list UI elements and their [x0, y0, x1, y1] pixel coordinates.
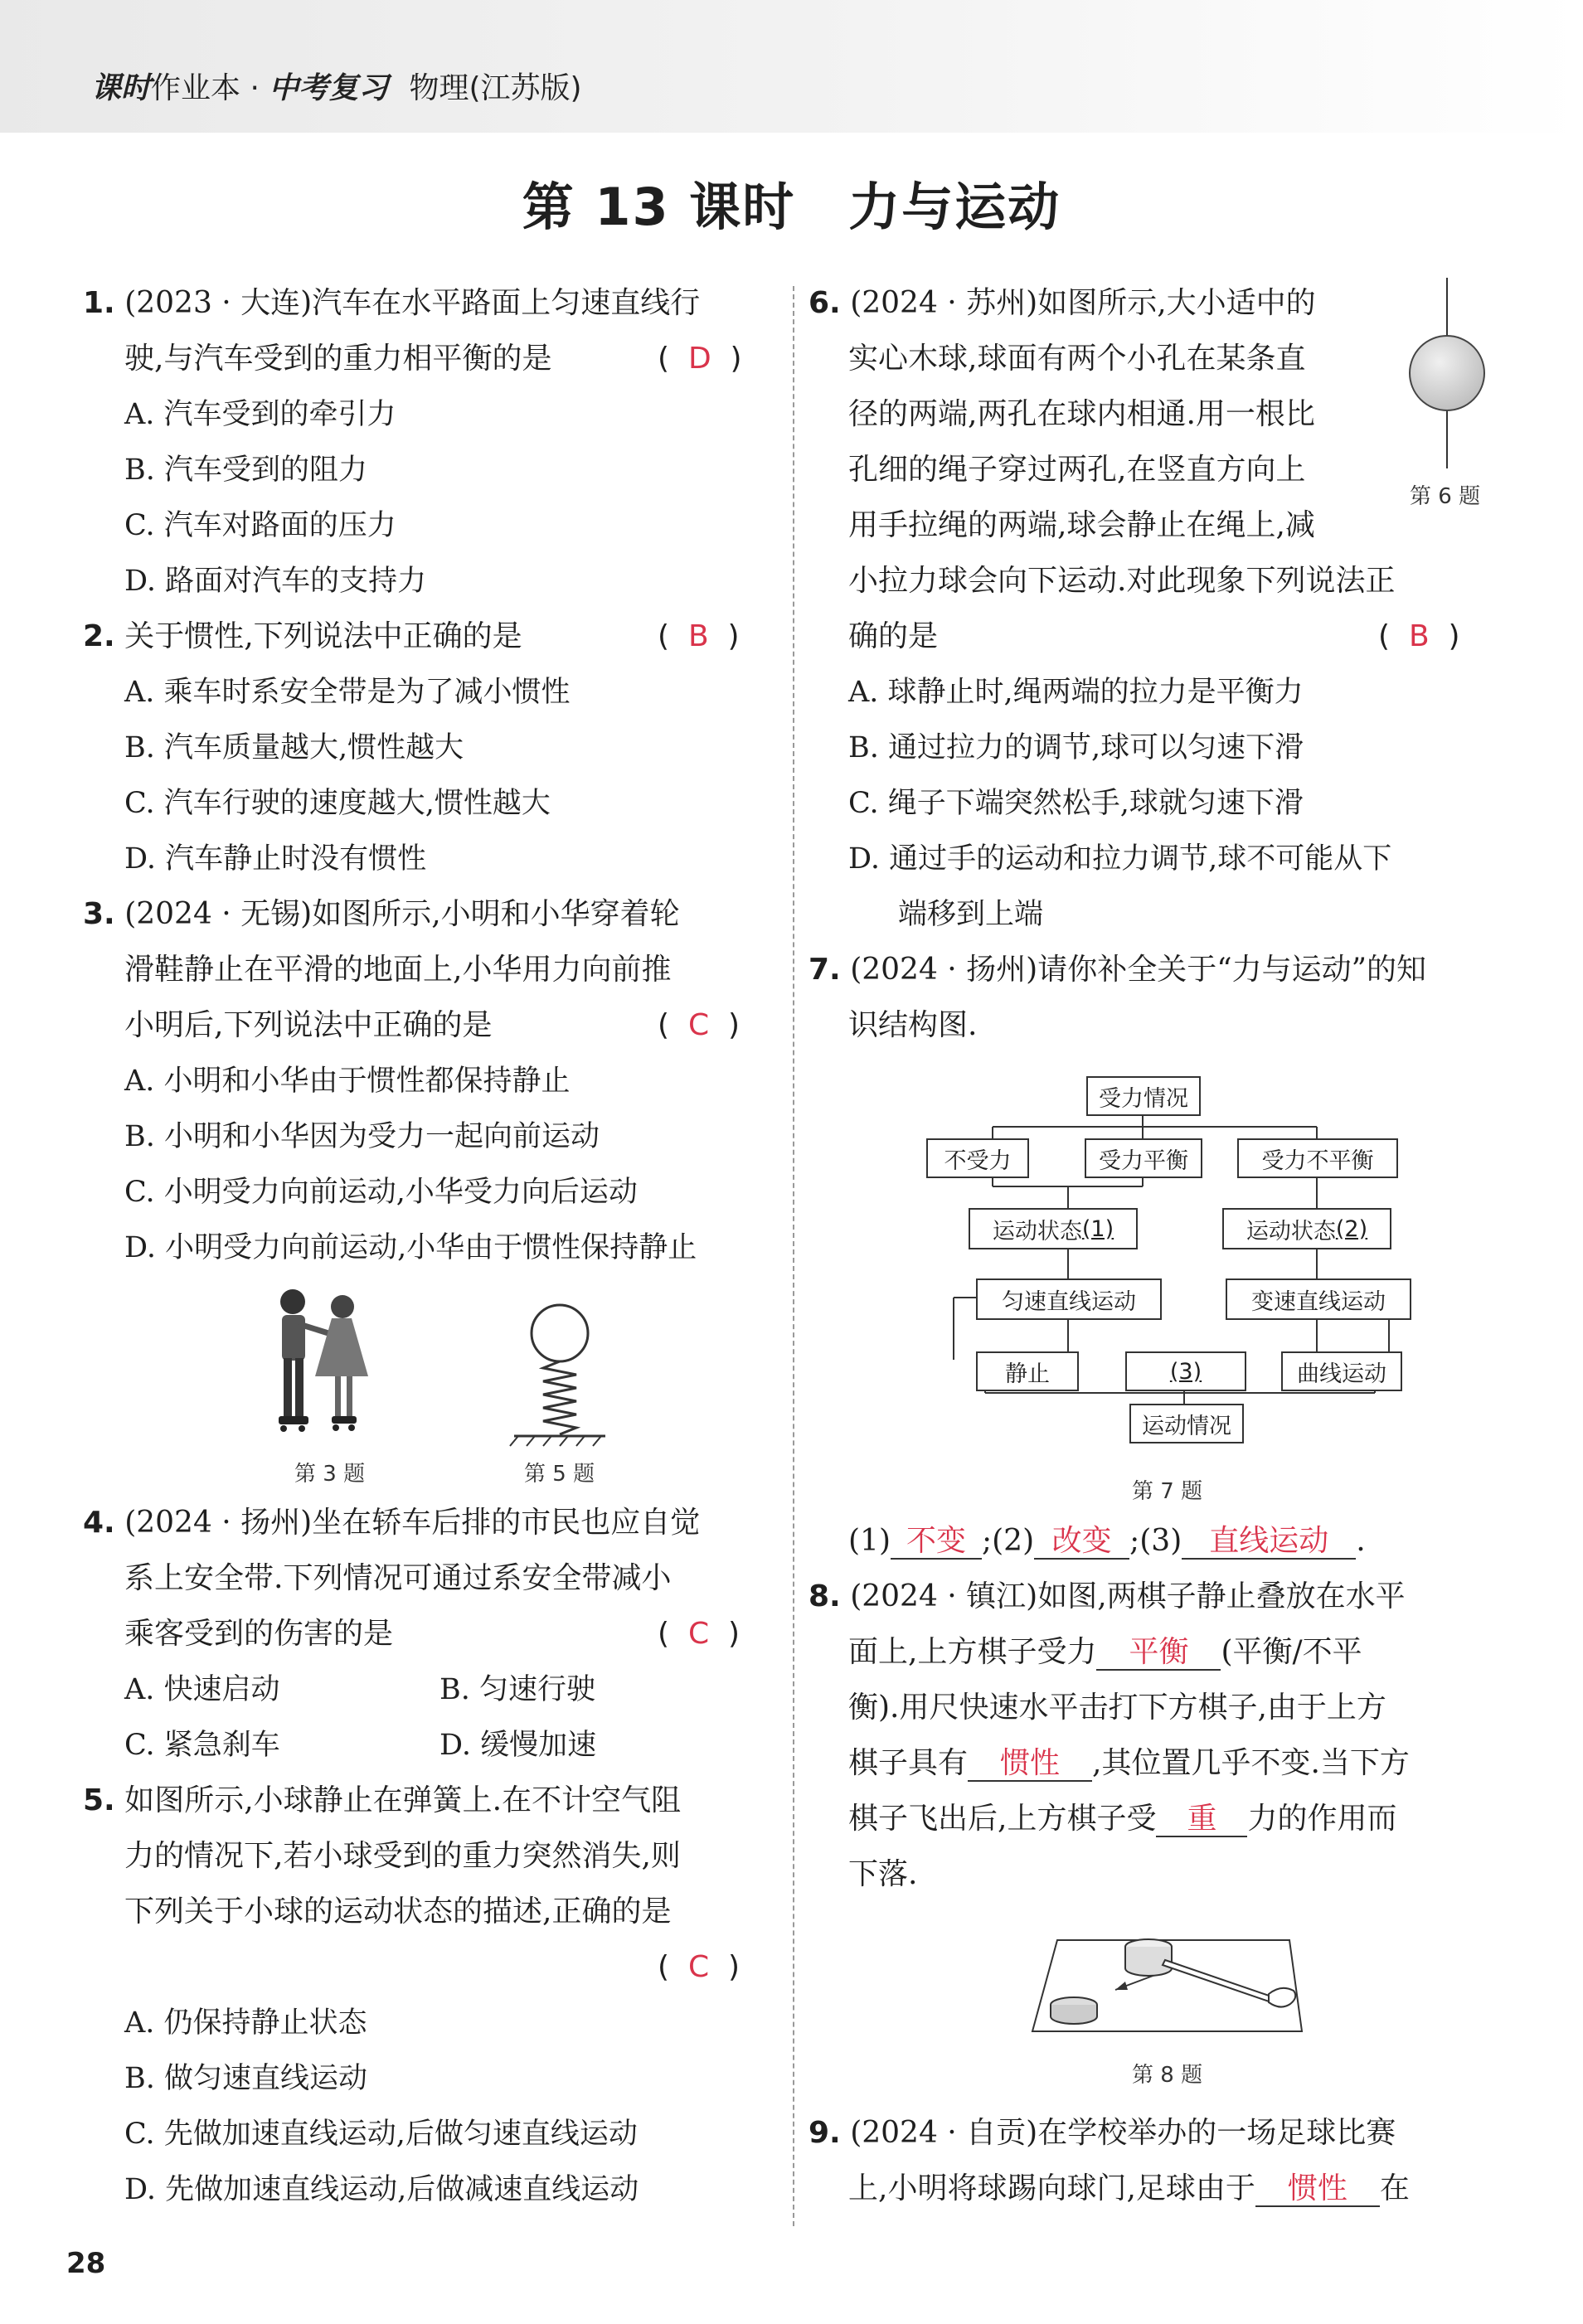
q1-line2: 驶,与汽车受到的重力相平衡的是	[124, 342, 552, 376]
q6-option-d: D. 通过手的运动和拉力调节,球不可能从下	[848, 842, 1392, 876]
q5-option-a: A. 仍保持静止状态	[124, 2006, 367, 2040]
q5-line2: 力的情况下,若小球受到的重力突然消失,则	[124, 1839, 681, 1873]
q2-line1: 2. 关于惯性,下列说法中正确的是	[83, 619, 522, 653]
q6-line4: 孔细的绳子穿过两孔,在竖直方向上	[848, 453, 1306, 487]
q5-line1: 5. 如图所示,小球静止在弹簧上.在不计空气阻	[83, 1783, 682, 1817]
q4-option-b: B. 匀速行驶	[439, 1673, 595, 1706]
q7-line1: 7. (2024 · 扬州)请你补全关于“力与运动”的知	[808, 953, 1427, 987]
q1-option-d: D. 路面对汽车的支持力	[124, 565, 427, 598]
q9-line2: 上,小明将球踢向球门,足球由于 惯性 在	[848, 2171, 1410, 2205]
q2-option-d: D. 汽车静止时没有惯性	[124, 842, 427, 876]
q6-line7: 确的是	[848, 619, 939, 653]
book-header: 课时作业本 · 中考复习 物理(江苏版)	[91, 71, 582, 105]
q8-line4: 棋子具有 惯性 ,其位置几乎不变.当下方	[848, 1746, 1410, 1780]
q7-box-uniform-motion: 匀速直线运动	[976, 1278, 1162, 1320]
q4-option-a: A. 快速启动	[124, 1673, 280, 1706]
q1-option-b: B. 汽车受到的阻力	[124, 454, 367, 487]
q5-ball-spring-figure	[510, 1300, 609, 1449]
q6-line3: 径的两端,两孔在球内相通.用一根比	[848, 397, 1315, 431]
q4-line3: 乘客受到的伤害的是	[124, 1617, 394, 1651]
q3-line2: 滑鞋静止在平滑的地面上,小华用力向前推	[124, 953, 672, 987]
q6-option-a: A. 球静止时,绳两端的拉力是平衡力	[848, 676, 1304, 709]
q8-line2: 面上,上方棋子受力 平衡 (平衡/不平	[848, 1635, 1362, 1669]
q7-box-curve: 曲线运动	[1281, 1351, 1402, 1391]
q2-option-c: C. 汽车行驶的速度越大,惯性越大	[124, 787, 551, 820]
q7-box-rest: 静止	[976, 1351, 1079, 1391]
q8-line1: 8. (2024 · 镇江)如图,两棋子静止叠放在水平	[808, 1579, 1406, 1613]
page-title: 第 13 课时 力与运动	[522, 177, 1061, 237]
q8-checkers-figure	[1032, 1907, 1306, 2048]
q6-option-b: B. 通过拉力的调节,球可以匀速下滑	[848, 731, 1304, 764]
q5-line3: 下列关于小球的运动状态的描述,正确的是	[124, 1895, 672, 1929]
q7-box-no-force: 不受力	[926, 1138, 1029, 1178]
q3-answer: ( C )	[658, 1008, 741, 1042]
q9-line1: 9. (2024 · 自贡)在学校举办的一场足球比赛	[808, 2116, 1396, 2150]
q5-option-d: D. 先做加速直线运动,后做减速直线运动	[124, 2173, 639, 2206]
q1-line1: 1. (2023 · 大连)汽车在水平路面上匀速直线行	[83, 286, 701, 320]
q2-option-b: B. 汽车质量越大,惯性越大	[124, 731, 464, 764]
q2-answer: ( B )	[658, 619, 740, 653]
q6-ball-string-figure	[1401, 278, 1493, 468]
q8-line3: 衡).用尺快速水平击打下方棋子,由于上方	[848, 1691, 1386, 1725]
q7-answers: (1) 不变 ;(2) 改变 ;(3) 直线运动 .	[848, 1524, 1366, 1558]
q6-line2: 实心木球,球面有两个小孔在某条直	[848, 342, 1306, 376]
q7-box-state2: 运动状态 (2)	[1222, 1208, 1391, 1249]
q3-option-d: D. 小明受力向前运动,小华由于惯性保持静止	[124, 1231, 697, 1264]
q2-option-a: A. 乘车时系安全带是为了减小惯性	[124, 676, 571, 709]
q7-caption: 第 7 题	[1132, 1479, 1203, 1504]
q5-caption: 第 5 题	[524, 1462, 595, 1487]
q7-box-force-situation: 受力情况	[1086, 1076, 1201, 1116]
q6-line5: 用手拉绳的两端,球会静止在绳上,减	[848, 508, 1315, 542]
q4-line1: 4. (2024 · 扬州)坐在轿车后排的市民也应自觉	[83, 1506, 701, 1540]
q4-option-c: C. 紧急刹车	[124, 1729, 280, 1762]
q7-box-variable-motion: 变速直线运动	[1226, 1278, 1411, 1320]
q5-answer: ( C )	[658, 1950, 741, 1984]
q3-skaters-figure	[264, 1283, 371, 1449]
q4-option-d: D. 缓慢加速	[439, 1729, 597, 1762]
q7-box-state1: 运动状态 (1)	[969, 1208, 1138, 1249]
q3-option-b: B. 小明和小华因为受力一起向前运动	[124, 1120, 600, 1153]
q4-answer: ( C )	[658, 1617, 741, 1651]
q7-box-unbalanced: 受力不平衡	[1237, 1138, 1398, 1178]
q1-answer: ( D )	[658, 342, 742, 376]
page-number: 28	[66, 2247, 106, 2280]
q6-option-d-cont: 端移到上端	[898, 898, 1044, 931]
q5-option-c: C. 先做加速直线运动,后做匀速直线运动	[124, 2118, 638, 2151]
q7-box-blank3: (3)	[1125, 1351, 1246, 1391]
q3-caption: 第 3 题	[294, 1462, 366, 1487]
column-divider	[793, 286, 794, 2226]
q6-answer: ( B )	[1378, 619, 1460, 653]
q6-option-c: C. 绳子下端突然松手,球就匀速下滑	[848, 787, 1304, 820]
q3-option-a: A. 小明和小华由于惯性都保持静止	[124, 1065, 571, 1098]
q8-line5: 棋子飞出后,上方棋子受 重 力的作用而	[848, 1802, 1397, 1836]
q3-line1: 3. (2024 · 无锡)如图所示,小明和小华穿着轮	[83, 897, 680, 931]
q1-option-a: A. 汽车受到的牵引力	[124, 398, 396, 431]
q8-line6: 下落.	[848, 1857, 918, 1891]
q7-box-balanced: 受力平衡	[1085, 1138, 1202, 1178]
q7-box-motion-situation: 运动情况	[1129, 1404, 1244, 1443]
q4-line2: 系上安全带.下列情况可通过系安全带减小	[124, 1561, 672, 1595]
q6-caption: 第 6 题	[1410, 484, 1481, 509]
q6-line1: 6. (2024 · 苏州)如图所示,大小适中的	[808, 286, 1316, 320]
q3-option-c: C. 小明受力向前运动,小华受力向后运动	[124, 1176, 638, 1209]
q8-caption: 第 8 题	[1132, 2063, 1203, 2088]
q3-line3: 小明后,下列说法中正确的是	[124, 1008, 493, 1042]
q5-option-b: B. 做匀速直线运动	[124, 2062, 367, 2095]
q7-line2: 识结构图.	[848, 1008, 978, 1042]
q1-option-c: C. 汽车对路面的压力	[124, 509, 396, 542]
q6-line6: 小拉力球会向下运动.对此现象下列说法正	[848, 564, 1396, 598]
